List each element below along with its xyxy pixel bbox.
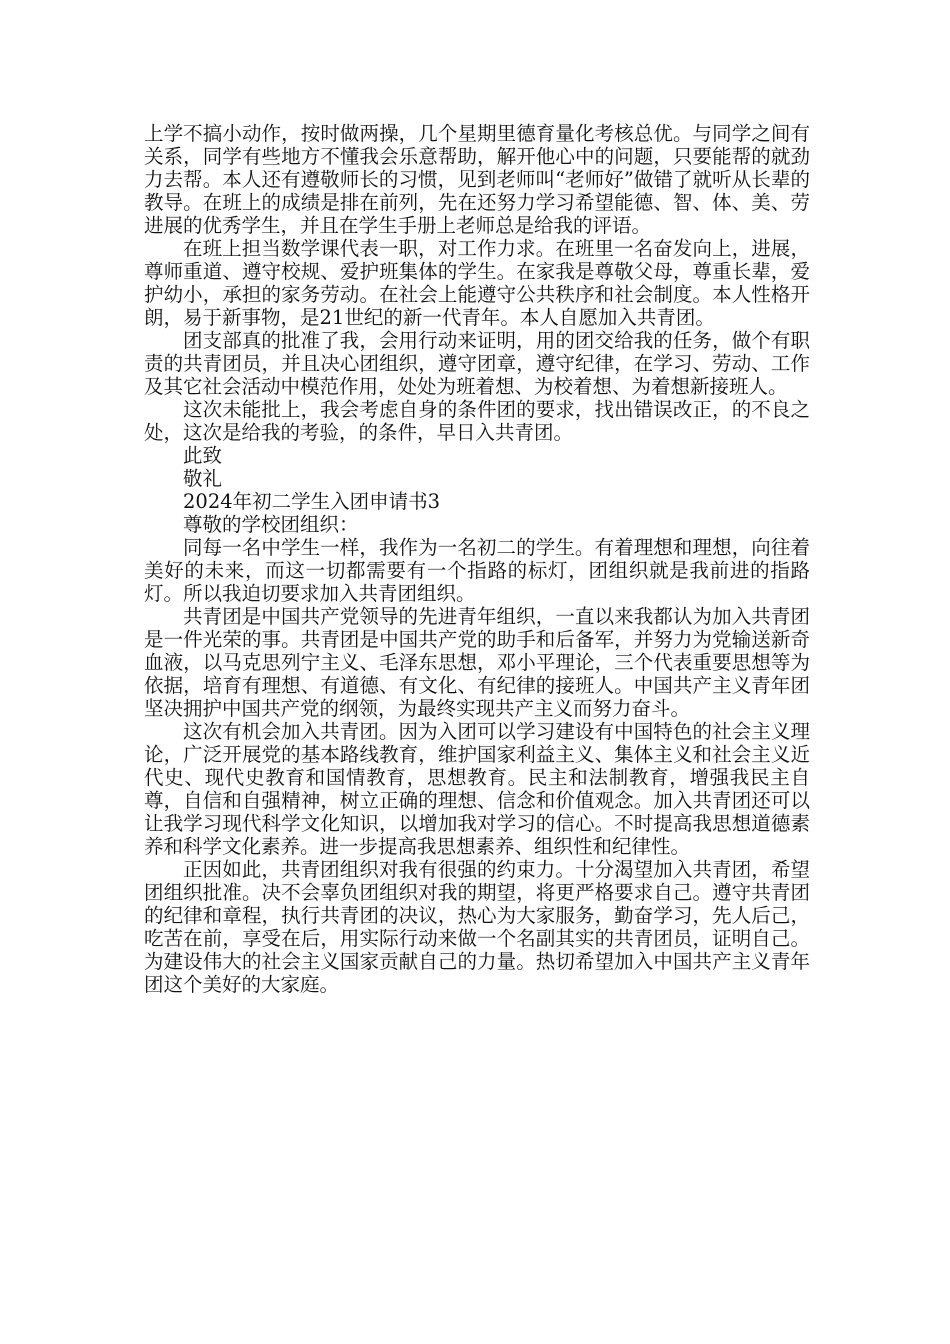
paragraph: 这次有机会加入共青团。因为入团可以学习建设有中国特色的社会主义理论，广泛开展党的基本路线教育，维护国家利益主义、集体主义和社会主义近代史、现代史教育和国情教育，思想教育。民主和法制教育，增强我民主自尊，自信和自强精神，树立正确的理想、信念和价值观念。加入共青团还可以让我学习现代科学文化知识，以增加我对学习的信心。不时提高我思想道德素养和科学文化素养。进一步提高我思想素养、组织性和纪律性。 (144, 720, 810, 858)
paragraph: 正因如此，共青团组织对我有很强的约束力。十分渴望加入共青团，希望团组织批准。决不会辜负团组织对我的期望，将更严格要求自己。遵守共青团的纪律和章程，执行共青团的决议，热心为大家服务，勤奋学习，先人后己，吃苦在前，享受在后，用实际行动来做一个名副其实的共青团员，证明自己。为建设伟大的社会主义国家贡献自己的力量。热切希望加入中国共产主义青年团这个美好的大家庭。 (144, 858, 810, 996)
paragraph: 上学不搞小动作，按时做两操，几个星期里德育量化考核总优。与同学之间有关系，同学有些地方不懂我会乐意帮助，解开他心中的问题，只要能帮的就劲力去帮。本人还有遵敬师长的习惯，见到老师叫“老师好”做错了就听从长辈的教导。在班上的成绩是排在前列，先在还努力学习希望能德、智、体、美、劳进展的优秀学生，并且在学生手册上老师总是给我的评语。 (144, 122, 810, 237)
paragraph: 共青团是中国共产党领导的先进青年组织，一直以来我都认为加入共青团是一件光荣的事。共青团是中国共产党的助手和后备军，并努力为党输送新奇血液，以马克思列宁主义、毛泽东思想，邓小平理论，三个代表重要思想等为依据，培育有理想、有道德、有文化、有纪律的接班人。中国共产主义青年团坚决拥护中国共产党的纲领，为最终实现共产主义而努力奋斗。 (144, 605, 810, 720)
addressee-line: 尊敬的学校团组织： (183, 513, 359, 536)
paragraph: 在班上担当数学课代表一职，对工作力求。在班里一名奋发向上，进展，尊师重道、遵守校规、爱护班集体的学生。在家我是尊敬父母，尊重长辈，爱护幼小，承担的家务劳动。在社会上能遵守公共秩序和社会制度。本人性格开朗，易于新事物，是21世纪的新一代青年。本人自愿加入共青团。 (144, 237, 810, 329)
salutation-line: 敬礼 (183, 467, 223, 490)
salutation-line: 此致 (183, 444, 223, 467)
paragraph: 同每一名中学生一样，我作为一名初二的学生。有着理想和理想，向往着美好的未来，而这一切都需要有一个指路的标灯，团组织就是我前进的指路灯。所以我迫切要求加入共青团组织。 (144, 536, 810, 605)
paragraph: 这次未能批上，我会考虑自身的条件团的要求，找出错误改正，的不良之处，这次是给我的考验，的条件，早日入共青团。 (144, 398, 810, 444)
document-body (144, 122, 810, 996)
paragraph: 团支部真的批准了我，会用行动来证明，用的团交给我的任务，做个有职责的共青团员，并且决心团组织，遵守团章，遵守纪律，在学习、劳动、工作及其它社会活动中模范作用，处处为班着想、为校着想、为着想新接班人。 (144, 329, 810, 398)
section-title: 2024年初二学生入团申请书3 (183, 490, 441, 513)
